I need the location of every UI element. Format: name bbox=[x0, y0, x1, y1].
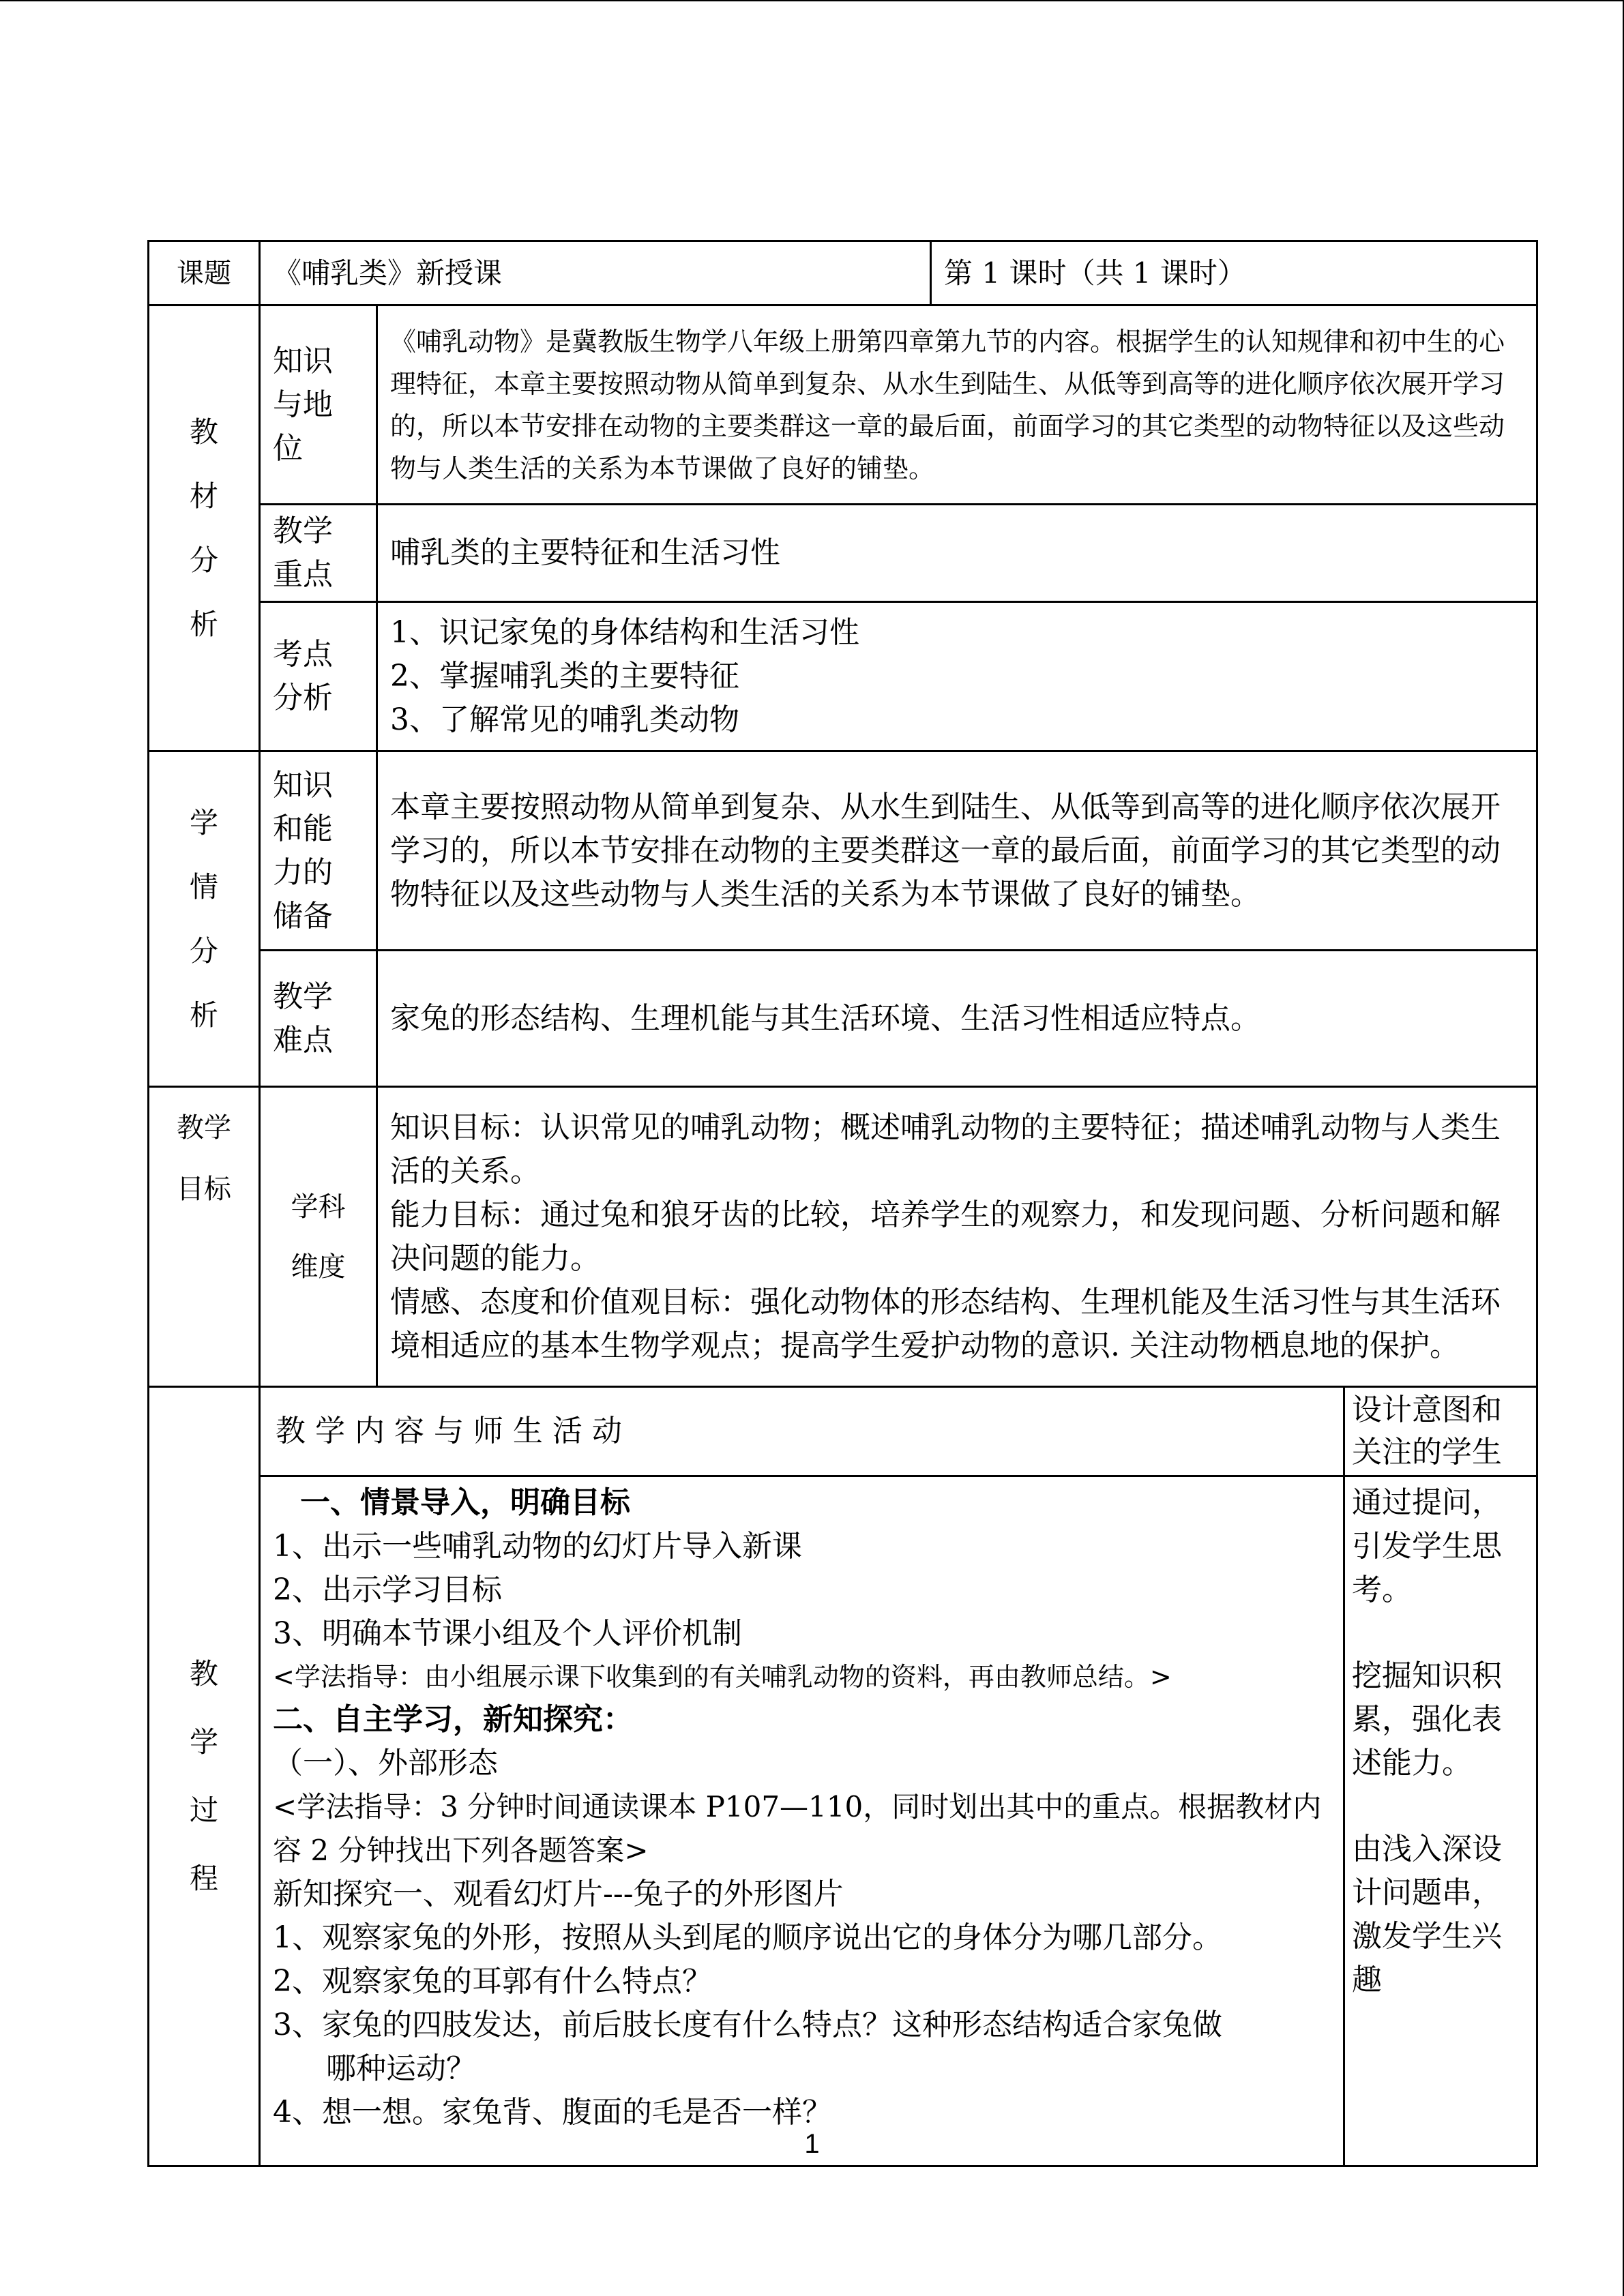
question: 3、家兔的四肢发达，前后肢长度有什么特点？这种形态结构适合家兔做 bbox=[273, 2008, 1222, 2042]
page-top-border bbox=[0, 0, 1624, 1]
exam-analysis-label: 考点分析 bbox=[260, 602, 377, 751]
question: 4、想一想。家兔背、腹面的毛是否一样？ bbox=[273, 2095, 832, 2130]
knowledge-position-label: 知识与地位 bbox=[260, 305, 377, 505]
process-content-row bbox=[149, 1476, 1537, 2166]
s1-item: 3、明确本节课小组及个人评价机制 bbox=[273, 1616, 742, 1651]
teaching-difficulty-label: 教学难点 bbox=[260, 951, 377, 1087]
section1-title: 一、情景导入，明确目标 bbox=[300, 1485, 630, 1520]
section2-title: 二、自主学习，新知探究： bbox=[273, 1702, 633, 1737]
ability-row bbox=[149, 751, 1537, 951]
explore-title: 新知探究一、观看幻灯片---兔子的外形图片 bbox=[273, 1877, 844, 1911]
student-analysis-label: 学情分析 bbox=[149, 751, 260, 1087]
s1-guide: <学法指导：由小组展示课下收集到的有关哺乳动物的资料，再由教师总结。> bbox=[273, 1662, 1172, 1692]
exam-point: 3、了解常见的哺乳类动物 bbox=[390, 702, 739, 737]
difficulty-row bbox=[149, 951, 1537, 1087]
design-header: 设计意图和关注的学生 bbox=[1344, 1387, 1537, 1476]
knowledge-goal: 知识目标：认识常见的哺乳动物；概述哺乳动物的主要特征；描述哺乳动物与人类生活的关系。 bbox=[390, 1109, 1501, 1189]
note-spacer bbox=[1352, 1612, 1529, 1654]
header-row bbox=[149, 241, 1537, 305]
sub1-title: （一）、外部形态 bbox=[273, 1746, 498, 1780]
knowledge-position-text: 《哺乳动物》是冀教版生物学八年级上册第四章第九节的内容。根据学生的认知规律和初中生的心理特征，本章主要按照动物从简单到复杂、从水生到陆生、从低等到高等的进化顺序依次展开学习的，所以本节安排在动物的主要类群这一章的最后面，前面学习的其它类型的动物特征以及这些动物与人类生活的关系为本节课做了良好的铺垫。 bbox=[377, 305, 1537, 505]
design-note: 挖掘知识积累，强化表述能力。 bbox=[1352, 1658, 1503, 1780]
exam-point: 1、识记家兔的身体结构和生活习性 bbox=[390, 615, 859, 650]
topic-title: 《哺乳类》新授课 bbox=[260, 241, 931, 305]
goals-text bbox=[377, 1087, 1537, 1387]
lesson-plan-table bbox=[147, 240, 1538, 2167]
knowledge-ability-text: 本章主要按照动物从简单到复杂、从水生到陆生、从低等到高等的进化顺序依次展开学习的，所以本节安排在动物的主要类群这一章的最后面，前面学习的其它类型的动物特征以及这些动物与人类生活的关系为本节课做了良好的铺垫。 bbox=[377, 751, 1537, 951]
design-note: 通过提问，引发学生思考。 bbox=[1352, 1485, 1503, 1607]
question: 2、观察家兔的耳郭有什么特点？ bbox=[273, 1964, 712, 1999]
process-header-row bbox=[149, 1387, 1537, 1476]
focus-row bbox=[149, 505, 1537, 602]
goals-row bbox=[149, 1087, 1537, 1387]
teaching-focus-text: 哺乳类的主要特征和生活习性 bbox=[377, 505, 1537, 602]
note-spacer bbox=[1352, 1785, 1529, 1828]
ability-goal: 能力目标：通过兔和狼牙齿的比较，培养学生的观察力，和发现问题、分析问题和解决问题的能力。 bbox=[390, 1197, 1501, 1276]
emotion-goal: 情感、态度和价值观目标：强化动物体的形态结构、生理机能及生活习性与其生活环境相适应的基本生物学观点；提高学生爱护动物的意识. 关注动物栖息地的保护。 bbox=[390, 1284, 1501, 1363]
teaching-focus-label: 教学重点 bbox=[260, 505, 377, 602]
material-analysis-label: 教材分析 bbox=[149, 305, 260, 751]
design-note: 由浅入深设计问题串，激发学生兴趣 bbox=[1352, 1832, 1503, 1997]
teaching-process-label: 教学过程 bbox=[149, 1387, 260, 2166]
s1-item: 1、出示一些哺乳动物的幻灯片导入新课 bbox=[273, 1529, 802, 1564]
process-content bbox=[260, 1476, 1344, 2166]
s1-item: 2、出示学习目标 bbox=[273, 1572, 502, 1607]
page-number: 1 bbox=[804, 2129, 820, 2159]
topic-label: 课题 bbox=[149, 241, 260, 305]
exam-points bbox=[377, 602, 1537, 751]
content-header: 教 学 内 容 与 师 生 活 动 bbox=[260, 1387, 1344, 1476]
teaching-difficulty-text: 家兔的形态结构、生理机能与其生活环境、生活习性相适应特点。 bbox=[377, 951, 1537, 1087]
sub1-guide: <学法指导：3 分钟时间通读课本 P107—110，同时划出其中的重点。根据教材内容 2 分钟找出下列各题答案> bbox=[273, 1790, 1322, 1867]
subject-dimension-label: 学科维度 bbox=[260, 1087, 377, 1387]
teaching-goals-label: 教学目标 bbox=[149, 1087, 260, 1387]
question: 1、观察家兔的外形，按照从头到尾的顺序说出它的身体分为哪几部分。 bbox=[273, 1920, 1222, 1955]
knowledge-row bbox=[149, 305, 1537, 505]
knowledge-ability-label: 知识和能力的储备 bbox=[260, 751, 377, 951]
design-notes bbox=[1344, 1476, 1537, 2166]
question-continuation: 哪种运动？ bbox=[326, 2051, 476, 2086]
exam-point: 2、掌握哺乳类的主要特征 bbox=[390, 659, 739, 694]
exam-row bbox=[149, 602, 1537, 751]
period-info: 第 1 课时（共 1 课时） bbox=[931, 241, 1537, 305]
